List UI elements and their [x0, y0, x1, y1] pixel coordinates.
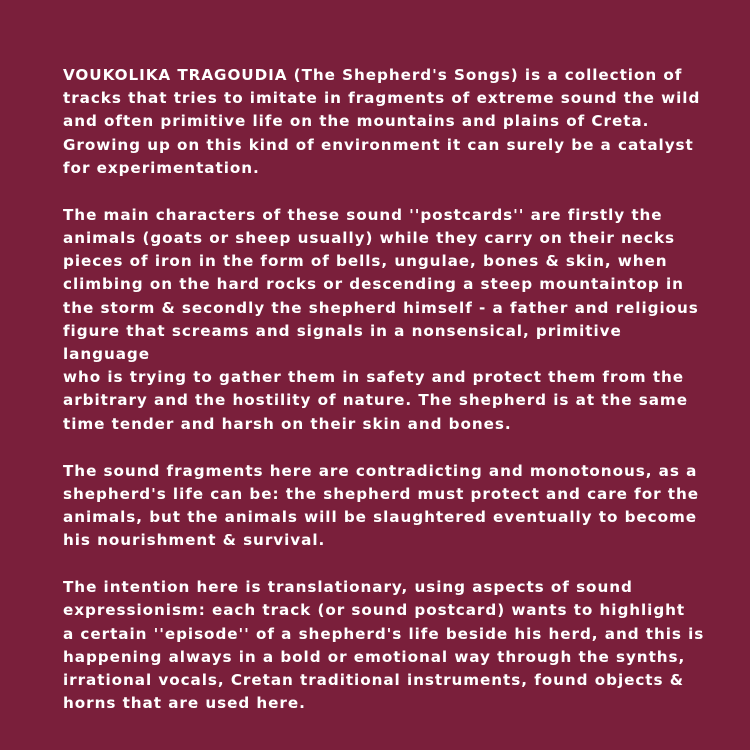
paragraph-intro: VOUKOLIKA TRAGOUDIA (The Shepherd's Songs) is a collection of tracks that tries to imitate in fragments of extreme sound the wild and often primitive life on the mountains and plains of Creta. Growing up on this kind of environment it can surely be a catalyst for experimentation.	[63, 66, 701, 177]
paragraph-characters: The main characters of these sound ''postcards'' are firstly the animals (goats or sheep usually) while they carry on their necks pieces of iron in the form of bells, ungulae, bones & skin, when climbing on the hard rocks or descending a steep mountaintop in the storm & secondly the shepherd himself - a father and religious figure that screams and signals in a nonsensical, primitive language who is trying to gather them in safety and protect them from the arbitrary and the hostility of nature. The shepherd is at the same time tender and harsh on their skin and bones.	[63, 205, 699, 433]
paragraph-intention: The intention here is translationary, using aspects of sound expressionism: each track (or sound postcard) wants to highlight a certain ''episode'' of a shepherd's life beside his herd, and this is happening always in a bold or emotional way through the synths, irrational vocals, Cretan traditional instruments, found objects & horns that are used here.	[63, 578, 705, 713]
paragraph-fragments: The sound fragments here are contradicting and monotonous, as a shepherd's life can be: the shepherd must protect and care for the animals, but the animals will be slaughtered eventually to become his nourishment & survival.	[63, 461, 699, 550]
